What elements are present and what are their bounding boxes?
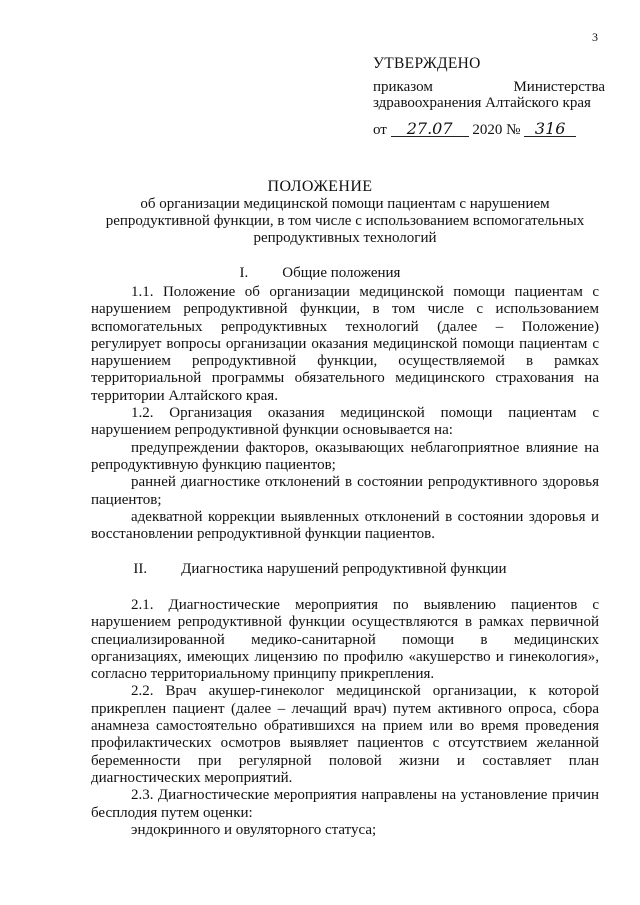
section-2-heading <box>0 561 640 578</box>
section-1-title: Общие положения <box>282 265 401 281</box>
paragraph-1-1: 1.1. Положение об организации медицинской помощи пациентам с нарушением репродуктивной функции, в том числе с использованием вспомогательных репродуктивных технологий (далее – Положение) регулирует вопросы организации оказания медицинской помощи пациентам с нарушением репродуктивной функции, осуществляемой в рамках территориальной программы обязательного медицинского страхования на территории Алтайского края. <box>91 284 599 404</box>
approval-title: УТВЕРЖДЕНО <box>373 55 481 72</box>
paragraph-endocrine-status: эндокринного и овуляторного статуса; <box>131 821 377 838</box>
approval-order-line <box>373 79 605 95</box>
handwritten-date: 27.07 <box>391 121 469 137</box>
paragraph-prevention: предупреждении факторов, оказывающих неблагоприятное влияние на репродуктивную функцию пациентов; <box>91 439 599 473</box>
approval-order-word: приказом <box>373 79 433 95</box>
paragraph-correction: адекватной коррекции выявленных отклонений в состоянии здоровья и восстановлении репродуктивной функции пациентов. <box>91 508 599 543</box>
section-2-body <box>91 597 599 839</box>
paragraph-2-1: 2.1. Диагностические мероприятия по выявлению пациентов с нарушением репродуктивной функции осуществляются в рамках первичной специализированной медико-санитарной помощи в медицинских организациях, имеющих лицензию по профилю «акушерство и гинекология», согласно территориальному принципу прикрепления. <box>91 597 599 683</box>
handwritten-order-number: 316 <box>524 121 576 137</box>
year-and-number-label: 2020 № <box>472 122 521 138</box>
page-number: 3 <box>592 30 598 44</box>
paragraph-early-diagnostics: ранней диагностике отклонений в состоянии репродуктивного здоровья пациентов; <box>91 474 599 508</box>
paragraph-2-2: 2.2. Врач акушер-гинеколог медицинской организации, к которой прикреплен пациент (далее – лечащий врач) путем активного опроса, сбора анамнеза самостоятельно обратившихся на прием или во время проведения профилактических осмотров выявляет пациентов с отсутствием желанной беременности при регулярной половой жизни и составляет план диагностических мероприятий. <box>91 683 599 786</box>
paragraph-2-3: 2.3. Диагностические мероприятия направлены на установление причин бесплодия путем оценки: <box>91 787 599 821</box>
approval-ministry-word: Министерства <box>513 79 605 95</box>
approval-date-line <box>373 121 605 138</box>
paragraph-1-2: 1.2. Организация оказания медицинской помощи пациентам с нарушением репродуктивной функции основывается на: <box>91 405 599 439</box>
section-2-title: Диагностика нарушений репродуктивной функции <box>181 561 507 577</box>
section-1-heading <box>0 265 640 282</box>
section-2-number: II. <box>133 561 148 577</box>
section-1-number: I. <box>239 265 249 281</box>
approval-block <box>373 56 605 138</box>
approval-ministry-name: здравоохранения Алтайского края <box>373 95 591 111</box>
document-title: ПОЛОЖЕНИЕ <box>267 178 373 195</box>
date-prefix: от <box>373 122 387 138</box>
section-1-body <box>91 284 599 543</box>
document-subtitle: об организации медицинской помощи пациентам с нарушением репродуктивной функции, в том числе с использованием вспомогательных репродуктивных технологий <box>105 196 585 246</box>
